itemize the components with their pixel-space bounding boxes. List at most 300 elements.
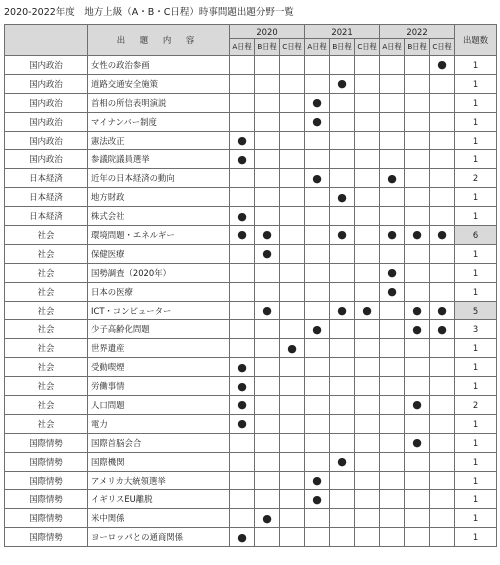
mark-cell-filled: ● xyxy=(330,452,355,471)
mark-cell xyxy=(355,433,380,452)
mark-cell xyxy=(255,471,280,490)
total-cell: 5 xyxy=(455,301,497,320)
mark-cell xyxy=(230,490,255,509)
topic-cell: 米中関係 xyxy=(88,509,230,528)
total-cell: 1 xyxy=(455,339,497,358)
table-row xyxy=(5,150,497,169)
total-cell: 1 xyxy=(455,112,497,131)
mark-cell xyxy=(405,377,430,396)
category-cell: 社会 xyxy=(5,282,88,301)
mark-cell xyxy=(305,452,330,471)
mark-cell xyxy=(230,509,255,528)
mark-cell-filled: ● xyxy=(305,112,330,131)
table-row xyxy=(5,433,497,452)
mark-cell xyxy=(230,56,255,75)
mark-cell xyxy=(255,528,280,547)
mark-cell xyxy=(355,56,380,75)
mark-cell xyxy=(255,490,280,509)
mark-cell xyxy=(380,301,405,320)
mark-cell xyxy=(280,528,305,547)
mark-cell xyxy=(430,112,455,131)
mark-cell xyxy=(305,509,330,528)
category-cell: 国際情勢 xyxy=(5,452,88,471)
total-cell: 1 xyxy=(455,452,497,471)
mark-cell xyxy=(280,471,305,490)
mark-cell xyxy=(380,452,405,471)
mark-cell-filled: ● xyxy=(405,396,430,415)
mark-cell xyxy=(430,509,455,528)
category-cell: 国際情勢 xyxy=(5,509,88,528)
mark-cell xyxy=(280,112,305,131)
mark-cell xyxy=(380,188,405,207)
mark-cell xyxy=(280,207,305,226)
mark-cell xyxy=(430,169,455,188)
total-cell: 1 xyxy=(455,150,497,169)
mark-cell-filled: ● xyxy=(230,377,255,396)
mark-cell xyxy=(305,226,330,245)
mark-cell xyxy=(230,471,255,490)
category-cell: 日本経済 xyxy=(5,207,88,226)
mark-cell xyxy=(280,377,305,396)
category-cell: 社会 xyxy=(5,301,88,320)
mark-cell-filled: ● xyxy=(230,358,255,377)
table-row xyxy=(5,509,497,528)
table-row xyxy=(5,339,497,358)
mark-cell xyxy=(355,358,380,377)
document-title: 2020-2022年度 地方上級（A・B・C日程）時事問題出題分野一覧 xyxy=(4,7,294,18)
total-cell: 1 xyxy=(455,207,497,226)
mark-cell xyxy=(255,452,280,471)
mark-cell xyxy=(380,112,405,131)
topic-cell: 世界遺産 xyxy=(88,339,230,358)
mark-cell xyxy=(255,56,280,75)
mark-cell xyxy=(355,207,380,226)
mark-cell xyxy=(380,528,405,547)
mark-cell xyxy=(405,263,430,282)
total-cell: 1 xyxy=(455,74,497,93)
mark-cell-filled: ● xyxy=(230,207,255,226)
mark-cell xyxy=(255,93,280,112)
mark-cell xyxy=(255,433,280,452)
mark-cell-filled: ● xyxy=(380,169,405,188)
mark-cell xyxy=(330,320,355,339)
mark-cell-filled: ● xyxy=(305,490,330,509)
topic-cell: 道路交通安全施策 xyxy=(88,74,230,93)
mark-cell xyxy=(355,452,380,471)
topic-cell: 少子高齢化問題 xyxy=(88,320,230,339)
mark-cell xyxy=(355,490,380,509)
mark-cell xyxy=(255,282,280,301)
mark-cell xyxy=(405,207,430,226)
mark-cell xyxy=(355,74,380,93)
mark-cell xyxy=(380,377,405,396)
table-row xyxy=(5,74,497,93)
mark-cell xyxy=(305,433,330,452)
mark-cell xyxy=(280,56,305,75)
mark-cell xyxy=(230,169,255,188)
mark-cell xyxy=(430,150,455,169)
total-cell: 1 xyxy=(455,56,497,75)
mark-cell xyxy=(355,282,380,301)
mark-cell xyxy=(255,74,280,93)
category-cell: 国内政治 xyxy=(5,74,88,93)
mark-cell xyxy=(330,414,355,433)
mark-cell-filled: ● xyxy=(430,56,455,75)
mark-cell-filled: ● xyxy=(405,226,430,245)
total-cell: 2 xyxy=(455,169,497,188)
table-row xyxy=(5,226,497,245)
mark-cell xyxy=(405,358,430,377)
mark-cell xyxy=(355,112,380,131)
total-cell: 1 xyxy=(455,509,497,528)
mark-cell-filled: ● xyxy=(230,150,255,169)
topic-cell: 受動喫煙 xyxy=(88,358,230,377)
topic-cell: 地方財政 xyxy=(88,188,230,207)
mark-cell xyxy=(330,282,355,301)
mark-cell-filled: ● xyxy=(230,396,255,415)
mark-cell-filled: ● xyxy=(330,226,355,245)
table-row xyxy=(5,112,497,131)
total-cell: 1 xyxy=(455,188,497,207)
mark-cell-filled: ● xyxy=(230,528,255,547)
mark-cell xyxy=(380,358,405,377)
mark-cell xyxy=(405,93,430,112)
mark-cell xyxy=(430,471,455,490)
table-row xyxy=(5,244,497,263)
mark-cell xyxy=(230,74,255,93)
topic-cell: 国際機関 xyxy=(88,452,230,471)
category-cell: 社会 xyxy=(5,244,88,263)
topic-cell: マイナンバー制度 xyxy=(88,112,230,131)
mark-cell-filled: ● xyxy=(330,188,355,207)
mark-cell xyxy=(430,263,455,282)
category-cell: 日本経済 xyxy=(5,188,88,207)
mark-cell xyxy=(430,414,455,433)
mark-cell xyxy=(255,263,280,282)
mark-cell-filled: ● xyxy=(430,320,455,339)
mark-cell xyxy=(380,150,405,169)
mark-cell xyxy=(305,263,330,282)
category-cell: 社会 xyxy=(5,263,88,282)
mark-cell xyxy=(355,226,380,245)
mark-cell xyxy=(305,377,330,396)
mark-cell-filled: ● xyxy=(405,301,430,320)
mark-cell xyxy=(380,244,405,263)
topic-cell: 保健医療 xyxy=(88,244,230,263)
table-row xyxy=(5,56,497,75)
mark-cell xyxy=(430,74,455,93)
mark-cell xyxy=(405,112,430,131)
topic-cell: 近年の日本経済の動向 xyxy=(88,169,230,188)
table-row xyxy=(5,490,497,509)
category-header xyxy=(5,25,88,56)
mark-cell xyxy=(230,433,255,452)
mark-cell xyxy=(405,490,430,509)
category-cell: 国際情勢 xyxy=(5,433,88,452)
schedule-header-2020-a: A日程 xyxy=(230,39,255,56)
mark-cell xyxy=(430,131,455,150)
schedule-header-2020-c: C日程 xyxy=(280,39,305,56)
table-row xyxy=(5,452,497,471)
mark-cell-filled: ● xyxy=(330,301,355,320)
category-cell: 社会 xyxy=(5,339,88,358)
total-header: 出題数 xyxy=(455,25,497,56)
topic-cell: 参議院議員選挙 xyxy=(88,150,230,169)
mark-cell xyxy=(355,150,380,169)
topic-cell: 労働事情 xyxy=(88,377,230,396)
topic-cell: 首相の所信表明演説 xyxy=(88,93,230,112)
mark-cell xyxy=(305,358,330,377)
mark-cell xyxy=(280,490,305,509)
mark-cell xyxy=(230,452,255,471)
mark-cell-filled: ● xyxy=(280,339,305,358)
total-cell: 1 xyxy=(455,377,497,396)
mark-cell xyxy=(230,339,255,358)
mark-cell xyxy=(380,74,405,93)
mark-cell xyxy=(380,414,405,433)
mark-cell xyxy=(230,93,255,112)
mark-cell xyxy=(430,433,455,452)
mark-cell-filled: ● xyxy=(255,244,280,263)
mark-cell xyxy=(405,452,430,471)
mark-cell xyxy=(305,282,330,301)
mark-cell xyxy=(330,490,355,509)
schedule-header-2022-a: A日程 xyxy=(380,39,405,56)
mark-cell xyxy=(330,528,355,547)
topic-cell: ICT・コンピューター xyxy=(88,301,230,320)
topic-cell: 環境問題・エネルギー xyxy=(88,226,230,245)
table-row xyxy=(5,358,497,377)
mark-cell xyxy=(330,169,355,188)
topic-cell: 人口問題 xyxy=(88,396,230,415)
table-row xyxy=(5,131,497,150)
mark-cell xyxy=(280,414,305,433)
mark-cell xyxy=(355,414,380,433)
table-row xyxy=(5,169,497,188)
mark-cell xyxy=(280,244,305,263)
mark-cell xyxy=(380,207,405,226)
category-cell: 日本経済 xyxy=(5,169,88,188)
mark-cell xyxy=(355,471,380,490)
topic-cell: ヨーロッパとの通商関係 xyxy=(88,528,230,547)
mark-cell xyxy=(430,358,455,377)
mark-cell xyxy=(255,414,280,433)
mark-cell-filled: ● xyxy=(405,433,430,452)
mark-cell-filled: ● xyxy=(305,471,330,490)
topic-cell: 憲法改正 xyxy=(88,131,230,150)
category-cell: 国際情勢 xyxy=(5,471,88,490)
mark-cell xyxy=(380,131,405,150)
total-cell: 1 xyxy=(455,414,497,433)
mark-cell xyxy=(280,131,305,150)
mark-cell xyxy=(430,528,455,547)
mark-cell xyxy=(430,282,455,301)
table-row xyxy=(5,414,497,433)
mark-cell xyxy=(430,207,455,226)
mark-cell xyxy=(355,377,380,396)
mark-cell xyxy=(280,301,305,320)
mark-cell xyxy=(280,320,305,339)
mark-cell xyxy=(230,188,255,207)
mark-cell xyxy=(255,112,280,131)
mark-cell xyxy=(255,320,280,339)
mark-cell xyxy=(380,93,405,112)
mark-cell xyxy=(230,244,255,263)
mark-cell xyxy=(405,339,430,358)
mark-cell xyxy=(305,301,330,320)
mark-cell-filled: ● xyxy=(255,301,280,320)
table-row xyxy=(5,301,497,320)
category-cell: 国内政治 xyxy=(5,56,88,75)
mark-cell xyxy=(230,282,255,301)
mark-cell xyxy=(430,452,455,471)
mark-cell xyxy=(380,320,405,339)
mark-cell xyxy=(355,396,380,415)
mark-cell xyxy=(380,490,405,509)
total-cell: 2 xyxy=(455,396,497,415)
mark-cell xyxy=(355,244,380,263)
mark-cell xyxy=(405,74,430,93)
mark-cell xyxy=(305,74,330,93)
mark-cell xyxy=(430,93,455,112)
mark-cell xyxy=(280,226,305,245)
mark-cell xyxy=(405,244,430,263)
mark-cell xyxy=(230,301,255,320)
mark-cell xyxy=(280,452,305,471)
total-cell: 1 xyxy=(455,131,497,150)
total-cell: 1 xyxy=(455,433,497,452)
mark-cell-filled: ● xyxy=(305,320,330,339)
mark-cell xyxy=(405,131,430,150)
category-cell: 国内政治 xyxy=(5,150,88,169)
mark-cell xyxy=(280,282,305,301)
mark-cell xyxy=(280,433,305,452)
mark-cell-filled: ● xyxy=(255,226,280,245)
mark-cell xyxy=(255,150,280,169)
year-header-2022: 2022 xyxy=(380,25,455,39)
category-cell: 国内政治 xyxy=(5,112,88,131)
category-cell: 国際情勢 xyxy=(5,528,88,547)
mark-cell xyxy=(405,282,430,301)
mark-cell xyxy=(405,150,430,169)
mark-cell-filled: ● xyxy=(330,74,355,93)
mark-cell xyxy=(430,396,455,415)
mark-cell xyxy=(330,396,355,415)
mark-cell xyxy=(330,471,355,490)
mark-cell xyxy=(330,93,355,112)
mark-cell xyxy=(405,509,430,528)
total-cell: 3 xyxy=(455,320,497,339)
mark-cell-filled: ● xyxy=(430,301,455,320)
mark-cell xyxy=(305,56,330,75)
total-cell: 1 xyxy=(455,244,497,263)
mark-cell xyxy=(255,188,280,207)
schedule-header-2021-a: A日程 xyxy=(305,39,330,56)
mark-cell xyxy=(280,169,305,188)
mark-cell-filled: ● xyxy=(380,263,405,282)
category-cell: 国際情勢 xyxy=(5,490,88,509)
mark-cell xyxy=(330,358,355,377)
schedule-header-2022-b: B日程 xyxy=(405,39,430,56)
mark-cell xyxy=(330,339,355,358)
schedule-header-2021-c: C日程 xyxy=(355,39,380,56)
table-row xyxy=(5,207,497,226)
mark-cell xyxy=(305,339,330,358)
mark-cell xyxy=(380,433,405,452)
mark-cell xyxy=(280,188,305,207)
mark-cell xyxy=(230,320,255,339)
mark-cell xyxy=(305,150,330,169)
category-cell: 社会 xyxy=(5,377,88,396)
mark-cell xyxy=(280,93,305,112)
mark-cell xyxy=(305,131,330,150)
mark-cell xyxy=(255,169,280,188)
mark-cell-filled: ● xyxy=(380,282,405,301)
mark-cell xyxy=(430,490,455,509)
total-cell: 1 xyxy=(455,282,497,301)
mark-cell xyxy=(280,509,305,528)
category-cell: 社会 xyxy=(5,226,88,245)
mark-cell xyxy=(430,377,455,396)
total-cell: 6 xyxy=(455,226,497,245)
mark-cell xyxy=(230,112,255,131)
mark-cell xyxy=(330,433,355,452)
mark-cell xyxy=(330,150,355,169)
mark-cell xyxy=(305,188,330,207)
table-row xyxy=(5,263,497,282)
mark-cell-filled: ● xyxy=(380,226,405,245)
mark-cell xyxy=(280,396,305,415)
total-cell: 1 xyxy=(455,358,497,377)
mark-cell xyxy=(430,188,455,207)
topic-cell: 株式会社 xyxy=(88,207,230,226)
category-cell: 社会 xyxy=(5,396,88,415)
year-header-2021: 2021 xyxy=(305,25,380,39)
mark-cell xyxy=(405,471,430,490)
mark-cell-filled: ● xyxy=(230,226,255,245)
mark-cell xyxy=(430,339,455,358)
mark-cell xyxy=(330,131,355,150)
schedule-header-2022-c: C日程 xyxy=(430,39,455,56)
mark-cell xyxy=(305,244,330,263)
mark-cell xyxy=(380,339,405,358)
topic-cell: 国勢調査（2020年） xyxy=(88,263,230,282)
mark-cell xyxy=(405,56,430,75)
topic-header: 出 題 内 容 xyxy=(88,25,230,56)
mark-cell xyxy=(330,56,355,75)
mark-cell xyxy=(380,471,405,490)
table-row xyxy=(5,282,497,301)
mark-cell xyxy=(380,56,405,75)
mark-cell-filled: ● xyxy=(230,131,255,150)
mark-cell-filled: ● xyxy=(305,169,330,188)
mark-cell xyxy=(305,396,330,415)
mark-cell xyxy=(405,188,430,207)
table-row xyxy=(5,528,497,547)
mark-cell xyxy=(255,377,280,396)
mark-cell xyxy=(330,112,355,131)
mark-cell xyxy=(430,244,455,263)
topic-cell: 女性の政治参画 xyxy=(88,56,230,75)
mark-cell xyxy=(305,528,330,547)
mark-cell xyxy=(230,263,255,282)
mark-cell-filled: ● xyxy=(305,93,330,112)
category-cell: 社会 xyxy=(5,320,88,339)
mark-cell xyxy=(330,263,355,282)
table-row xyxy=(5,377,497,396)
schedule-header-2021-b: B日程 xyxy=(330,39,355,56)
mark-cell xyxy=(355,169,380,188)
